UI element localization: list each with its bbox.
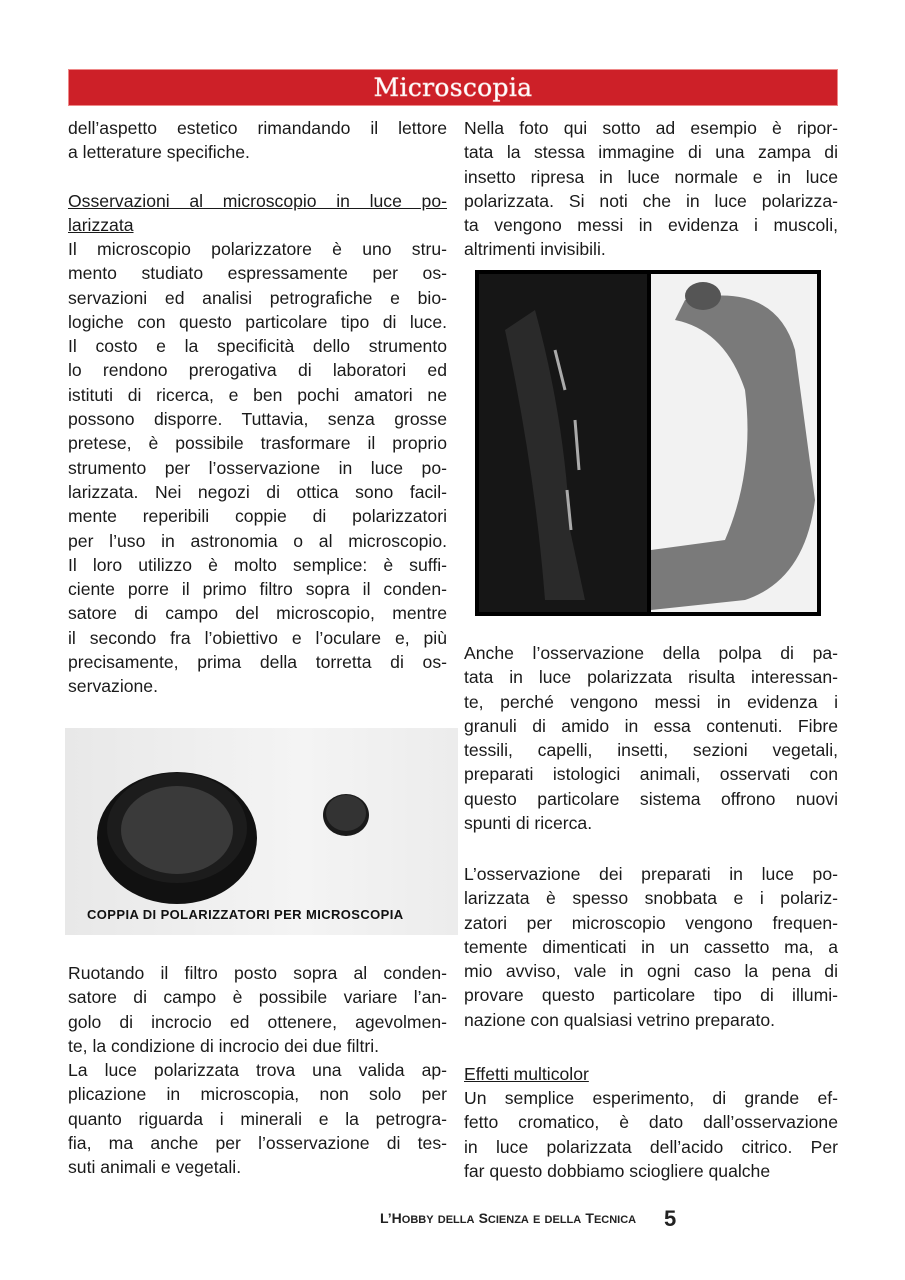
paragraph xyxy=(464,116,838,262)
photo-caption: COPPIA DI POLARIZZATORI PER MICROSCOPIA xyxy=(87,907,404,922)
text-line: larizzata xyxy=(68,215,134,236)
text-line: Osservazioni al microscopio in luce po- xyxy=(68,191,447,211)
text-line: a letterature specifiche. xyxy=(68,142,250,163)
text-line: pretese, è possibile trasformare il proprio xyxy=(68,433,447,454)
text-line: tessili, capelli, insetti, sezioni vegetali, xyxy=(464,740,838,761)
text-line: altrimenti invisibili. xyxy=(464,239,606,260)
text-line: servazioni ed analisi petrografiche e bio- xyxy=(68,287,447,308)
text-line: plicazione in microscopia, non solo per xyxy=(68,1084,447,1105)
section-heading xyxy=(464,1062,838,1086)
text-line: te, la condizione di incrocio dei due filtri. xyxy=(68,1035,379,1056)
text-line: istituti di ricerca, e ben pochi amatori ne xyxy=(68,384,447,405)
text-line: zatori per microscopio vengono frequen- xyxy=(464,912,838,933)
section-banner xyxy=(68,69,838,106)
text-line: servazione. xyxy=(68,676,158,697)
text-line: ciente porre il primo filtro sopra il conden- xyxy=(68,579,447,600)
text-line: possono disporre. Tuttavia, senza grosse xyxy=(68,409,447,430)
text-line: mio avviso, vale in ogni caso la pena di xyxy=(464,961,838,982)
text-line: preparati istologici animali, osservati con xyxy=(464,764,838,785)
text-line: Ruotando il filtro posto sopra al conden- xyxy=(68,963,447,983)
section-title: Microscopia xyxy=(373,73,533,102)
paragraph xyxy=(464,641,838,835)
text-line: per l’uso in astronomia o al microscopio. xyxy=(68,530,447,551)
text-line: far questo dobbiamo sciogliere qualche xyxy=(464,1160,771,1181)
footer-publication: L’Hobby della Scienza e della Tecnica xyxy=(380,1210,637,1227)
polarizers-illustration xyxy=(65,728,458,935)
text-line: insetto ripresa in luce normale e in luce xyxy=(464,166,838,187)
paragraph xyxy=(68,1058,447,1179)
section-heading xyxy=(68,189,447,238)
text-line: suti animali e vegetali. xyxy=(68,1157,242,1178)
polarizers-photo xyxy=(65,728,458,935)
text-line: larizzata. Nei negozi di ottica sono facil- xyxy=(68,481,447,502)
text-line: granuli di amido in essa contenuti. Fibre xyxy=(464,715,838,736)
text-line: strumento per l’osservazione in luce po- xyxy=(68,457,447,478)
text-line: precisamente, prima della torretta di os- xyxy=(68,652,447,673)
text-line: polarizzata. Si noti che in luce polarizza- xyxy=(464,190,838,211)
paragraph xyxy=(68,116,447,165)
text-line: fia, ma anche per l’osservazione di tes- xyxy=(68,1132,447,1153)
paragraph xyxy=(68,961,447,1058)
text-line: dell’aspetto estetico rimandando il lettore xyxy=(68,118,447,138)
text-line: golo di incrocio ed ottenere, agevolmen- xyxy=(68,1011,447,1032)
text-line: Il costo e la specificità dello strumento xyxy=(68,336,447,357)
text-line: spunti di ricerca. xyxy=(464,813,593,834)
text-line: Il microscopio polarizzatore è uno stru- xyxy=(68,239,447,259)
paragraph xyxy=(464,862,838,1032)
insect-leg-illustration xyxy=(475,270,821,616)
insect-leg-photo xyxy=(475,270,821,616)
text-line: satore di campo è possibile variare l’an- xyxy=(68,987,447,1008)
text-line: logiche con questo particolare tipo di luce. xyxy=(68,311,447,332)
text-line: questo particolare sistema offrono nuovi xyxy=(464,788,838,809)
text-line: L’osservazione dei preparati in luce po- xyxy=(464,864,838,884)
text-line: ta vengono messi in evidenza i muscoli, xyxy=(464,215,838,236)
paragraph xyxy=(464,1086,838,1183)
paragraph xyxy=(68,237,447,699)
text-line: larizzata è spesso snobbata e i polariz- xyxy=(464,888,838,909)
text-line: in luce polarizzata dell’acido citrico. Per xyxy=(464,1136,838,1157)
text-line: Un semplice esperimento, di grande ef- xyxy=(464,1088,838,1108)
text-line: tata in luce polarizzata risulta interessan- xyxy=(464,667,838,688)
text-line: temente dimenticati in un cassetto ma, a xyxy=(464,936,838,957)
text-line: tata la stessa immagine di una zampa di xyxy=(464,142,838,163)
text-line: te, perché vengono messi in evidenza i xyxy=(464,691,838,712)
text-line: mente reperibili coppie di polarizzatori xyxy=(68,506,447,527)
text-line: nazione con qualsiasi vetrino preparato. xyxy=(464,1009,776,1030)
text-line: il secondo fra l’obiettivo e l’oculare e, più xyxy=(68,627,447,648)
text-line: Nella foto qui sotto ad esempio è ripor- xyxy=(464,118,838,138)
text-line: lo rendono prerogativa di laboratori ed xyxy=(68,360,447,381)
text-line: La luce polarizzata trova una valida ap- xyxy=(68,1060,447,1080)
text-line: quanto riguarda i minerali e la petrogra- xyxy=(68,1108,447,1129)
page-number: 5 xyxy=(664,1206,677,1231)
text-line: satore di campo del microscopio, mentre xyxy=(68,603,447,624)
text-line: Anche l’osservazione della polpa di pa- xyxy=(464,643,838,663)
text-line: provare questo particolare tipo di illumi- xyxy=(464,985,838,1006)
text-line: fetto cromatico, è dato dall’osservazione xyxy=(464,1112,838,1133)
text-line: Il loro utilizzo è molto semplice: è suffi- xyxy=(68,554,447,575)
text-line: Effetti multicolor xyxy=(464,1064,589,1084)
text-line: mento studiato espressamente per os- xyxy=(68,263,447,284)
